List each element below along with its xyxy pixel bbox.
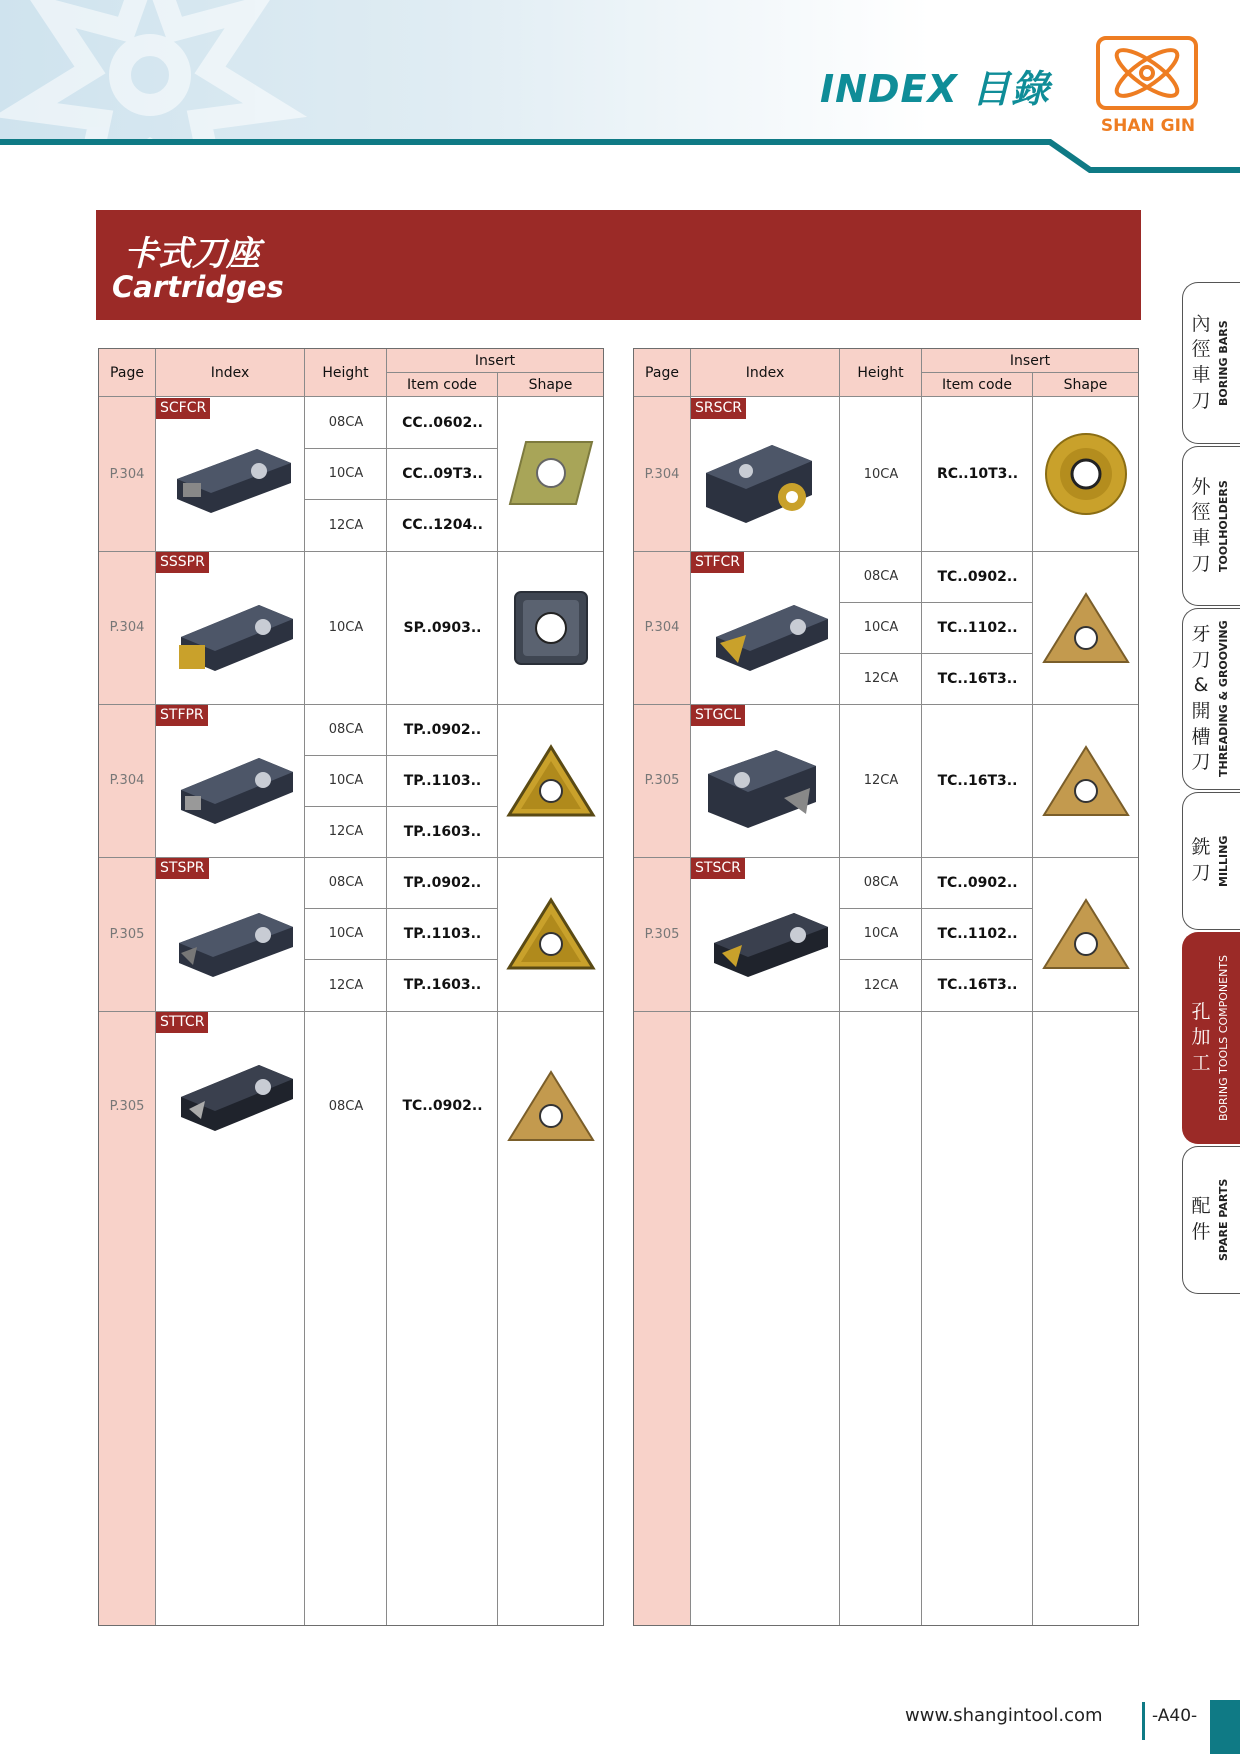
page-ref: P.304 — [644, 620, 680, 635]
row-divider — [305, 806, 498, 807]
brand-name: SHAN GIN — [1100, 116, 1196, 136]
height-value: 12CA — [863, 977, 899, 993]
triangle-insert-icon — [1034, 704, 1138, 857]
index-label: STFPR — [156, 705, 208, 726]
row-divider — [305, 959, 498, 960]
table-row — [634, 857, 1138, 1011]
row-divider — [305, 908, 498, 909]
index-label: STSPR — [156, 858, 209, 879]
header-shape: Shape — [1033, 373, 1138, 397]
section-title-en: Cartridges — [112, 270, 284, 304]
height-value: 10CA — [328, 620, 364, 635]
side-tab-label-cn: 孔 加 工 — [1191, 1000, 1211, 1074]
side-tab-boring-tools-components[interactable] — [1182, 932, 1240, 1144]
cartridge-icon — [167, 437, 297, 527]
item-code: CC..1204.. — [402, 517, 483, 533]
row-divider — [634, 1011, 1138, 1012]
side-tab-label-cn: 內 徑 車 刀 — [1191, 312, 1211, 412]
logo-emblem-icon — [1100, 40, 1194, 106]
height-value: 08CA — [328, 875, 364, 890]
page-ref: P.305 — [644, 926, 680, 942]
side-tab-label-en: BORING TOOLS COMPONENTS — [1217, 954, 1230, 1122]
height-value: 10CA — [863, 466, 899, 482]
height-value: 10CA — [328, 926, 364, 941]
item-code: RC..10T3.. — [936, 466, 1019, 482]
item-code: TP..1103.. — [403, 772, 482, 789]
height-value: 10CA — [328, 466, 364, 481]
header-page: Page — [634, 349, 691, 397]
triangle-insert-icon — [1034, 857, 1138, 1011]
table-row — [634, 397, 1138, 551]
height-value: 08CA — [328, 1098, 364, 1114]
item-code: TC..0902.. — [402, 1098, 483, 1114]
side-tab-label-en: TOOLHOLDERS — [1217, 480, 1230, 572]
item-code: TP..1103.. — [403, 925, 482, 942]
cartridge-icon — [702, 435, 832, 531]
height-value: 12CA — [328, 977, 364, 993]
table-row — [634, 704, 1138, 857]
side-tab-label-cn: 配 件 — [1191, 1195, 1211, 1243]
side-tab-label-cn: 外 徑 車 刀 — [1191, 475, 1211, 575]
side-tab-milling[interactable] — [1182, 792, 1240, 930]
row-divider — [840, 908, 1033, 909]
header-rule — [0, 0, 1240, 180]
triangle-insert-icon — [499, 857, 603, 1011]
side-tab-spare-parts[interactable] — [1182, 1146, 1240, 1294]
cartridge-icon — [702, 591, 832, 681]
item-code: TC..1102.. — [937, 925, 1018, 942]
row-divider — [840, 602, 1033, 603]
item-code: TC..1102.. — [937, 619, 1018, 636]
height-value: 12CA — [863, 671, 899, 686]
side-tab-label-en: SPARE PARTS — [1217, 1178, 1230, 1262]
item-code: TP..0902.. — [403, 721, 482, 738]
index-label: SSSPR — [156, 552, 209, 573]
section-title-cn: 卡式刀座 — [124, 234, 260, 274]
cartridge-icon — [702, 897, 832, 987]
index-label: SRSCR — [691, 398, 746, 419]
header-item-code: Item code — [922, 373, 1033, 397]
item-code: TC..0902.. — [937, 568, 1018, 585]
height-value: 10CA — [328, 773, 364, 788]
index-label: STFCR — [691, 552, 744, 573]
header-shape: Shape — [498, 373, 603, 397]
index-title: INDEX 目錄 — [820, 67, 1050, 111]
cartridge-icon — [702, 740, 832, 836]
item-code: CC..09T3.. — [402, 465, 483, 482]
row-divider — [840, 653, 1033, 654]
item-code: TP..1603.. — [403, 823, 482, 840]
height-value: 12CA — [328, 517, 364, 533]
row-divider — [305, 755, 498, 756]
page-number: -A40- — [1152, 1706, 1198, 1726]
height-value: 08CA — [328, 722, 364, 737]
item-code: SP..0903.. — [403, 619, 482, 636]
index-label: STTCR — [156, 1012, 208, 1033]
side-tab-label-en: THREADING & GROOVING — [1217, 620, 1230, 778]
cartridge-icon — [167, 744, 297, 834]
page-ref: P.304 — [109, 773, 145, 788]
triangle-insert-icon — [499, 704, 603, 857]
page-ref: P.305 — [644, 773, 680, 788]
row-divider — [840, 959, 1033, 960]
item-code: TC..16T3.. — [937, 977, 1018, 993]
header-height: Height — [305, 349, 387, 397]
item-code: TC..0902.. — [937, 874, 1018, 891]
height-value: 08CA — [328, 415, 364, 430]
item-code: TC..16T3.. — [937, 772, 1018, 789]
height-value: 12CA — [863, 773, 899, 788]
side-tab-label-cn: 銑 刀 — [1191, 836, 1211, 884]
side-tab-boring-bars[interactable] — [1182, 282, 1240, 444]
index-label: SCFCR — [156, 398, 210, 419]
side-tab-threading-grooving[interactable] — [1182, 608, 1240, 790]
table-row — [99, 1011, 603, 1201]
triangle-insert-icon — [499, 1011, 603, 1201]
height-value: 08CA — [863, 569, 899, 584]
table-row — [99, 857, 603, 1011]
cartridge-icon — [167, 1051, 297, 1141]
cartridge-icon — [167, 897, 297, 987]
row-divider — [305, 448, 498, 449]
header-insert: Insert — [387, 349, 603, 373]
height-value: 08CA — [863, 875, 899, 890]
header-page: Page — [99, 349, 156, 397]
table-row — [99, 397, 603, 551]
page-ref: P.305 — [109, 1098, 145, 1114]
footer-divider — [1142, 1702, 1145, 1740]
height-value: 10CA — [863, 926, 899, 941]
table-row — [634, 551, 1138, 704]
cartridge-table-left — [98, 348, 604, 1626]
triangle-insert-icon — [1034, 551, 1138, 704]
page-ref: P.304 — [109, 466, 145, 482]
cartridge-table-right — [633, 348, 1139, 1626]
item-code: CC..0602.. — [402, 414, 483, 431]
shan-gin-logo — [1096, 36, 1198, 110]
index-label: STSCR — [691, 858, 745, 879]
header-index: Index — [691, 349, 840, 397]
header-insert: Insert — [922, 349, 1138, 373]
website-link[interactable]: www.shangintool.com — [905, 1705, 1103, 1726]
header-height: Height — [840, 349, 922, 397]
item-code: TP..1603.. — [403, 977, 482, 993]
height-value: 12CA — [328, 824, 364, 839]
table-row — [99, 704, 603, 857]
square-insert-icon — [499, 551, 603, 704]
rhombic-insert-icon — [499, 397, 603, 551]
height-value: 10CA — [863, 620, 899, 635]
page-ref: P.304 — [644, 466, 680, 482]
round-insert-icon — [1034, 397, 1138, 551]
page-ref: P.305 — [109, 926, 145, 942]
footer-accent-bar — [1210, 1700, 1240, 1754]
side-tab-label-cn: 牙 刀 & 開 槽 刀 — [1191, 623, 1211, 774]
index-label: STGCL — [691, 705, 745, 726]
side-tab-toolholders[interactable] — [1182, 446, 1240, 606]
cartridge-icon — [167, 591, 297, 681]
item-code: TP..0902.. — [403, 874, 482, 891]
table-row — [99, 551, 603, 704]
row-divider — [305, 499, 498, 500]
header-index: Index — [156, 349, 305, 397]
side-tab-label-en: MILLING — [1217, 835, 1230, 887]
header-item-code: Item code — [387, 373, 498, 397]
side-tab-label-en: BORING BARS — [1217, 320, 1230, 406]
page-ref: P.304 — [109, 620, 145, 635]
item-code: TC..16T3.. — [937, 670, 1018, 687]
